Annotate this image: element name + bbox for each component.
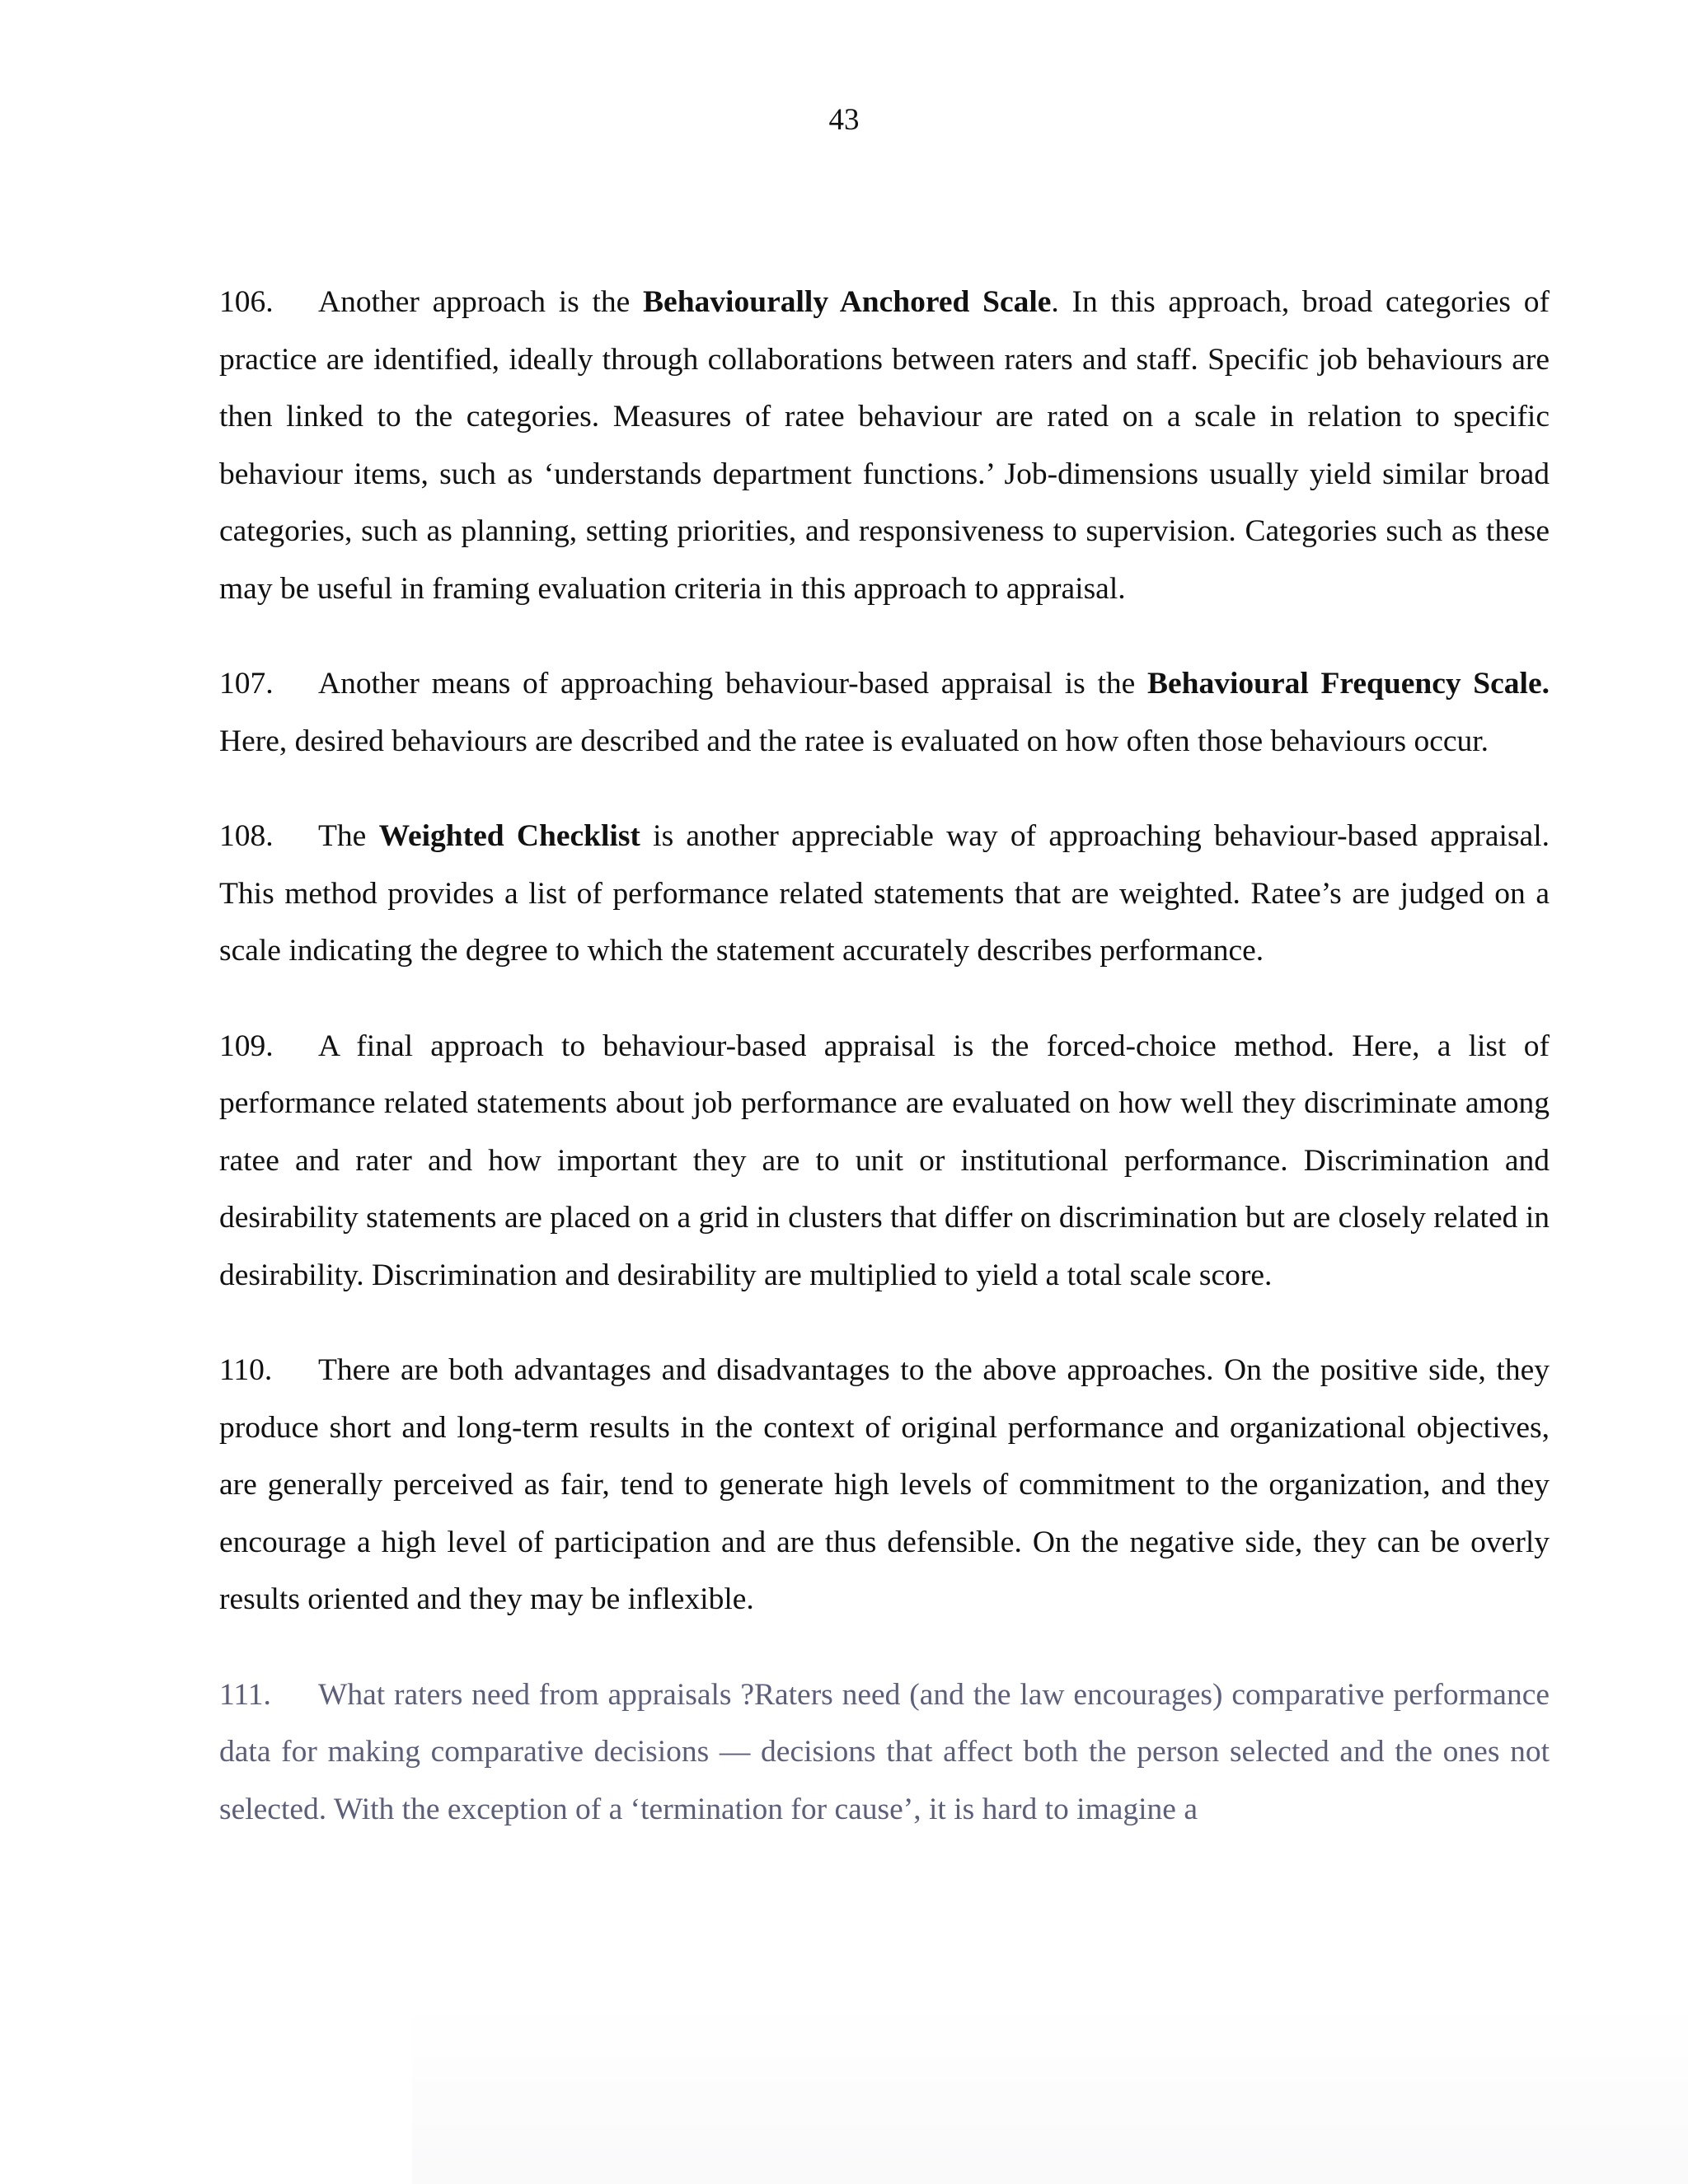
paragraph-108: [219, 808, 1550, 980]
page-number: 43: [828, 103, 860, 137]
paragraph-number: 106.: [219, 285, 274, 319]
paragraph-text: . In this approach, broad categories of practice are identified, ideally through collaborations between raters and staff. Specific job behaviours are then linked to the categories. Measures of ratee behaviour are rated on a scale in relation to specific behaviour items, such as ‘understands department functions.’ Job-dimensions usually yield similar broad categories, such as planning, setting priorities, and responsiveness to supervision. Categories such as these may be useful in framing evaluation criteria in this approach to appraisal.: [219, 285, 1550, 606]
paragraph-109: [219, 1018, 1550, 1305]
paragraph-106: [219, 274, 1550, 617]
bold-term-weighted-checklist: Weighted Checklist: [378, 819, 640, 853]
paragraph-text: The: [318, 819, 379, 853]
paragraph-number: 110.: [219, 1353, 273, 1387]
bold-term-behaviourally-anchored-scale: Behaviourally Anchored Scale: [643, 285, 1052, 319]
document-body: [219, 274, 1550, 1838]
paragraph-text: There are both advantages and disadvantages to the above approaches. On the positive side, they produce short and long-term results in the context of original performance and organizational objectives, are generally perceived as fair, tend to generate high levels of commitment to the organization, and they encourage a high level of participation and are thus defensible. On the negative side, they can be overly results oriented and they may be inflexible.: [219, 1353, 1550, 1616]
paragraph-110: [219, 1342, 1550, 1629]
paragraph-number: 108.: [219, 819, 274, 853]
paragraph-107: [219, 655, 1550, 770]
paragraph-number: 111.: [219, 1677, 271, 1712]
paragraph-number: 109.: [219, 1029, 274, 1063]
bold-term-behavioural-frequency-scale: Behavioural Frequency Scale.: [1146, 667, 1550, 701]
page-bottom-shading: [412, 2003, 1688, 2184]
paragraph-text: Another means of approaching behaviour-based appraisal is the: [318, 667, 1147, 701]
paragraph-111: [219, 1666, 1550, 1839]
paragraph-number: 107.: [219, 667, 274, 701]
paragraph-text: is another appreciable way of approaching behaviour-based appraisal. This method provides a list of performance related statements that are weighted. Ratee’s are judged on a scale indicating the degree to which the statement accurately describes performance.: [219, 819, 1550, 968]
paragraph-text: What raters need from appraisals ?Raters need (and the law encourages) comparative performance data for making comparative decisions — decisions that affect both the person selected and the ones not selected. With the exception of a ‘termination for cause’, it is hard to imagine a: [219, 1677, 1550, 1826]
paragraph-text: Another approach is the: [318, 285, 644, 319]
paragraph-text: Here, desired behaviours are described and the ratee is evaluated on how often those behaviours occur.: [219, 724, 1489, 758]
paragraph-text: A final approach to behaviour-based appraisal is the forced-choice method. Here, a list of performance related statements about job performance are evaluated on how well they discriminate among ratee and rater and how important they are to unit or institutional performance. Discrimination and desirability statements are placed on a grid in clusters that differ on discrimination but are closely related in desirability. Discrimination and desirability are multiplied to yield a total scale score.: [219, 1029, 1550, 1292]
